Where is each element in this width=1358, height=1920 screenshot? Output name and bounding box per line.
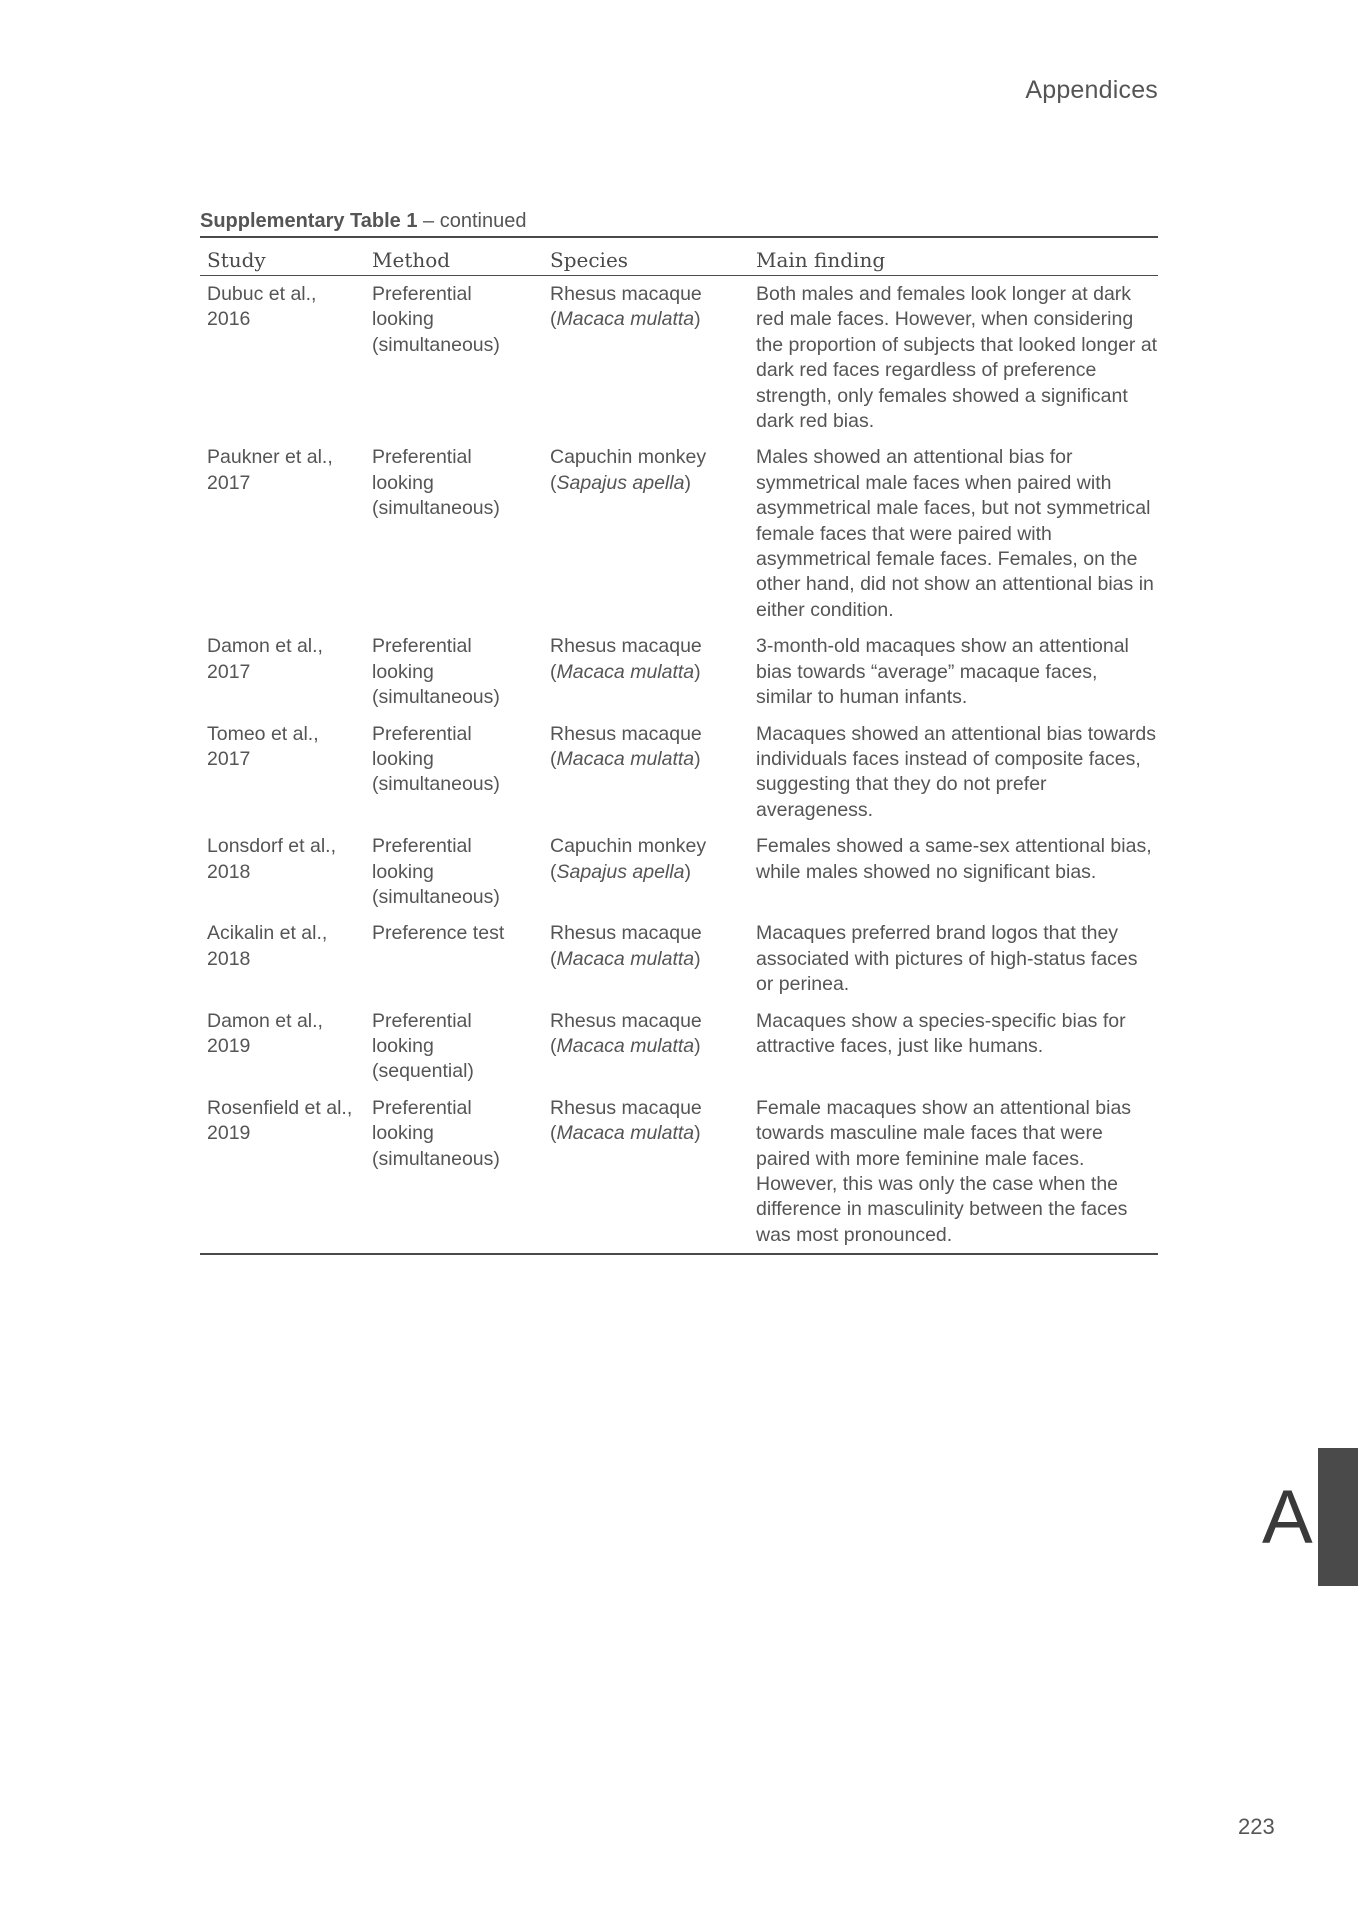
header-method: Method: [365, 237, 543, 276]
cell-main-finding: 3-month-old macaques show an attentional bias towards “average” macaque faces, similar to human infants.: [756, 635, 1129, 709]
species-common-name: Rhesus macaque: [550, 283, 702, 305]
cell-study: Damon et al., 2017: [207, 635, 323, 683]
table-row: [200, 1090, 1158, 1254]
header-species: Species: [543, 237, 749, 276]
species-common-name: Rhesus macaque: [550, 722, 702, 745]
cell-method: Preferential looking (simultaneous): [372, 283, 500, 356]
table-header-row: [200, 237, 1158, 276]
species-latin-name: Macaca mulatta: [556, 747, 695, 770]
species-common-name: Rhesus macaque: [550, 635, 702, 658]
species-common-name: Capuchin monkey: [550, 835, 707, 858]
species-latin-name: Sapajus apella: [556, 471, 685, 494]
supplementary-table: [200, 236, 1158, 1255]
cell-main-finding: Macaques show a species-specific bias for attractive faces, just like humans.: [756, 1009, 1126, 1057]
supplementary-table-block: [200, 208, 1158, 1255]
species-latin-name: Macaca mulatta: [556, 308, 695, 331]
table-row: [200, 276, 1158, 440]
appendix-letter: A: [1262, 1475, 1313, 1560]
cell-study: Lonsdorf et al., 2018: [207, 835, 336, 883]
table-row: [200, 828, 1158, 915]
species-common-name: Capuchin monkey: [550, 446, 707, 469]
table-row: [200, 439, 1158, 628]
table-row: [200, 716, 1158, 829]
cell-method: Preferential looking (simultaneous): [372, 722, 500, 796]
species-common-name: Rhesus macaque: [550, 922, 702, 945]
cell-main-finding: Both males and females look longer at dark red male faces. However, when considering the proportion of subjects that looked longer at dark red faces regardless of preference strength, only females showed a significant dark red bias.: [756, 283, 1158, 433]
cell-method: Preference test: [372, 922, 505, 945]
page-number: 223: [1238, 1814, 1275, 1839]
cell-species: Rhesus macaque (Macaca mulatta): [550, 283, 702, 331]
species-common-name: Rhesus macaque: [550, 1096, 702, 1119]
cell-study: Paukner et al., 2017: [207, 446, 333, 494]
cell-main-finding: Females showed a same-sex attentional bias, while males showed no significant bias.: [756, 835, 1152, 883]
cell-method: Preferential looking (sequential): [372, 1009, 474, 1083]
species-latin-name: Macaca mulatta: [556, 1034, 695, 1057]
cell-study: Acikalin et al., 2018: [207, 922, 328, 970]
table-caption: [200, 208, 1158, 236]
species-latin-name: Macaca mulatta: [556, 947, 695, 970]
header-study: Study: [200, 237, 365, 276]
cell-main-finding: Macaques showed an attentional bias towards individuals faces instead of composite faces, suggesting that they do not prefer averageness.: [756, 722, 1156, 821]
cell-species: Rhesus macaque (Macaca mulatta): [550, 1009, 702, 1057]
appendix-tab-marker: [1318, 1448, 1358, 1586]
table-row: [200, 915, 1158, 1002]
cell-species: Capuchin monkey (Sapajus apella): [550, 446, 707, 494]
cell-species: Capuchin monkey (Sapajus apella): [550, 835, 707, 883]
cell-method: Preferential looking (simultaneous): [372, 446, 500, 520]
cell-main-finding: Macaques preferred brand logos that they associated with pictures of high-status faces or perinea.: [756, 922, 1138, 996]
header-main-finding: Main finding: [749, 237, 1158, 276]
cell-method: Preferential looking (simultaneous): [372, 1096, 500, 1170]
table-caption-suffix: – continued: [417, 210, 527, 232]
cell-main-finding: Female macaques show an attentional bias towards masculine male faces that were paired with more feminine male faces. However, this was only the case when the difference in masculinity between the faces was most pronounced.: [756, 1096, 1132, 1246]
cell-study: Dubuc et al., 2016: [207, 283, 317, 331]
species-latin-name: Sapajus apella: [556, 860, 685, 883]
species-latin-name: Macaca mulatta: [556, 660, 695, 683]
table-row: [200, 628, 1158, 715]
table-row: [200, 1003, 1158, 1090]
running-head: Appendices: [1025, 76, 1158, 104]
cell-study: Rosenfield et al., 2019: [207, 1096, 353, 1145]
table-caption-label: Supplementary Table 1: [200, 210, 418, 232]
cell-main-finding: Males showed an attentional bias for symmetrical male faces when paired with asymmetrical male faces, but not symmetrical female faces that were paired with asymmetrical female faces. Females, on the other hand, did not show an attentional bias in either condition.: [756, 446, 1154, 621]
species-common-name: Rhesus macaque: [550, 1009, 702, 1032]
cell-species: Rhesus macaque (Macaca mulatta): [550, 722, 702, 770]
cell-species: Rhesus macaque (Macaca mulatta): [550, 1096, 702, 1145]
cell-method: Preferential looking (simultaneous): [372, 635, 500, 709]
cell-species: Rhesus macaque (Macaca mulatta): [550, 922, 702, 970]
cell-study: Tomeo et al., 2017: [207, 722, 319, 770]
species-latin-name: Macaca mulatta: [556, 1122, 695, 1145]
cell-study: Damon et al., 2019: [207, 1009, 323, 1057]
cell-method: Preferential looking (simultaneous): [372, 835, 500, 908]
cell-species: Rhesus macaque (Macaca mulatta): [550, 635, 702, 683]
